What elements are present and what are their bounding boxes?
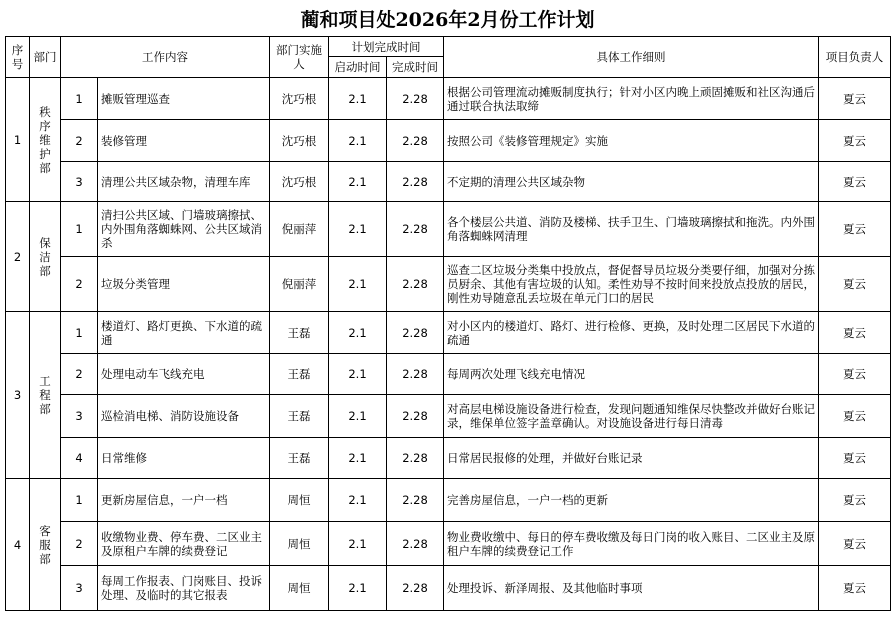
work-content: 摊贩管理巡查 xyxy=(98,78,270,120)
table-row xyxy=(6,162,891,202)
work-content: 收缴物业费、停车费、二区业主及原租户车牌的续费登记 xyxy=(98,522,270,566)
row-no: 1 xyxy=(61,202,98,257)
work-detail: 物业费收缴中、每日的停车费收缴及每日门岗的收入账目、二区业主及原租户车牌的续费登记工作 xyxy=(444,522,819,566)
work-plan-table xyxy=(5,36,891,611)
dept-name: 工 程 部 xyxy=(30,312,61,479)
work-content: 更新房屋信息，一户一档 xyxy=(98,479,270,522)
start-time: 2.1 xyxy=(329,202,387,257)
work-detail: 完善房屋信息，一户一档的更新 xyxy=(444,479,819,522)
work-content: 清扫公共区域、门墙玻璃擦拭、内外围角落蜘蛛网、公共区域消杀 xyxy=(98,202,270,257)
project-owner: 夏云 xyxy=(819,120,891,162)
work-detail: 对高层电梯设施设备进行检查，发现问题通知维保尽快整改并做好台账记录，维保单位签字盖章确认。对设施设备进行每日清毒 xyxy=(444,395,819,438)
start-time: 2.1 xyxy=(329,438,387,479)
implementer: 王磊 xyxy=(270,354,329,395)
header-owner: 项目负责人 xyxy=(819,37,891,78)
project-owner: 夏云 xyxy=(819,438,891,479)
work-content: 日常维修 xyxy=(98,438,270,479)
dept-seq: 4 xyxy=(6,479,30,611)
finish-time: 2.28 xyxy=(387,202,444,257)
header-finish: 完成时间 xyxy=(387,57,444,78)
finish-time: 2.28 xyxy=(387,78,444,120)
work-detail: 不定期的清理公共区域杂物 xyxy=(444,162,819,202)
dept-seq: 1 xyxy=(6,78,30,202)
finish-time: 2.28 xyxy=(387,354,444,395)
row-no: 4 xyxy=(61,438,98,479)
work-content: 巡检消电梯、消防设施设备 xyxy=(98,395,270,438)
project-owner: 夏云 xyxy=(819,312,891,354)
implementer: 周恒 xyxy=(270,522,329,566)
table-body xyxy=(6,37,891,611)
header-seq: 序号 xyxy=(6,37,30,78)
project-owner: 夏云 xyxy=(819,202,891,257)
row-no: 1 xyxy=(61,479,98,522)
header-detail: 具体工作细则 xyxy=(444,37,819,78)
project-owner: 夏云 xyxy=(819,566,891,611)
work-detail: 按照公司《装修管理规定》实施 xyxy=(444,120,819,162)
project-owner: 夏云 xyxy=(819,78,891,120)
dept-seq: 2 xyxy=(6,202,30,312)
work-content: 清理公共区域杂物，清理车库 xyxy=(98,162,270,202)
table-row xyxy=(6,120,891,162)
header-start: 启动时间 xyxy=(329,57,387,78)
header-plan-time: 计划完成时间 xyxy=(329,37,444,57)
dept-name: 秩 序 维 护 部 xyxy=(30,78,61,202)
start-time: 2.1 xyxy=(329,162,387,202)
implementer: 王磊 xyxy=(270,395,329,438)
finish-time: 2.28 xyxy=(387,566,444,611)
work-detail: 根据公司管理流动摊贩制度执行；针对小区内晚上顽固摊贩和社区沟通后通过联合执法取缔 xyxy=(444,78,819,120)
work-content: 装修管理 xyxy=(98,120,270,162)
project-owner: 夏云 xyxy=(819,522,891,566)
row-no: 1 xyxy=(61,78,98,120)
start-time: 2.1 xyxy=(329,354,387,395)
implementer: 王磊 xyxy=(270,438,329,479)
row-no: 3 xyxy=(61,566,98,611)
start-time: 2.1 xyxy=(329,479,387,522)
implementer: 沈巧根 xyxy=(270,120,329,162)
header-dept: 部门 xyxy=(30,37,61,78)
implementer: 倪丽萍 xyxy=(270,257,329,312)
work-detail: 对小区内的楼道灯、路灯、进行检修、更换，及时处理二区居民下水道的疏通 xyxy=(444,312,819,354)
row-no: 3 xyxy=(61,395,98,438)
table-row xyxy=(6,395,891,438)
page-title: 蔺和项目处2026年2月份工作计划 xyxy=(300,9,595,31)
finish-time: 2.28 xyxy=(387,522,444,566)
project-owner: 夏云 xyxy=(819,162,891,202)
row-no: 2 xyxy=(61,522,98,566)
implementer: 沈巧根 xyxy=(270,162,329,202)
implementer: 倪丽萍 xyxy=(270,202,329,257)
project-owner: 夏云 xyxy=(819,257,891,312)
implementer: 周恒 xyxy=(270,566,329,611)
project-owner: 夏云 xyxy=(819,395,891,438)
project-owner: 夏云 xyxy=(819,479,891,522)
finish-time: 2.28 xyxy=(387,120,444,162)
table-row xyxy=(6,257,891,312)
table-row xyxy=(6,522,891,566)
header-content: 工作内容 xyxy=(61,37,270,78)
implementer: 沈巧根 xyxy=(270,78,329,120)
finish-time: 2.28 xyxy=(387,479,444,522)
start-time: 2.1 xyxy=(329,78,387,120)
work-content: 楼道灯、路灯更换、下水道的疏通 xyxy=(98,312,270,354)
table-row xyxy=(6,479,891,522)
finish-time: 2.28 xyxy=(387,438,444,479)
dept-seq: 3 xyxy=(6,312,30,479)
table-row xyxy=(6,438,891,479)
work-detail: 巡查二区垃圾分类集中投放点，督促督导员垃圾分类要仔细，加强对分拣员厨余、其他有害垃圾的认知。柔性劝导不按时间来投放点投放的居民，刚性劝导随意乱丢垃圾在单元门口的居民 xyxy=(444,257,819,312)
work-content: 垃圾分类管理 xyxy=(98,257,270,312)
start-time: 2.1 xyxy=(329,257,387,312)
implementer: 周恒 xyxy=(270,479,329,522)
start-time: 2.1 xyxy=(329,312,387,354)
work-content: 处理电动车飞线充电 xyxy=(98,354,270,395)
work-detail: 日常居民报修的处理，并做好台账记录 xyxy=(444,438,819,479)
row-no: 3 xyxy=(61,162,98,202)
row-no: 2 xyxy=(61,120,98,162)
finish-time: 2.28 xyxy=(387,257,444,312)
work-detail: 处理投诉、新泽周报、及其他临时事项 xyxy=(444,566,819,611)
start-time: 2.1 xyxy=(329,395,387,438)
implementer: 王磊 xyxy=(270,312,329,354)
header-implementer: 部门实施人 xyxy=(270,37,329,78)
start-time: 2.1 xyxy=(329,120,387,162)
work-detail: 各个楼层公共道、消防及楼梯、扶手卫生、门墙玻璃擦拭和拖洗。内外围角落蜘蛛网清理 xyxy=(444,202,819,257)
project-owner: 夏云 xyxy=(819,354,891,395)
start-time: 2.1 xyxy=(329,522,387,566)
finish-time: 2.28 xyxy=(387,162,444,202)
row-no: 2 xyxy=(61,257,98,312)
row-no: 2 xyxy=(61,354,98,395)
start-time: 2.1 xyxy=(329,566,387,611)
finish-time: 2.28 xyxy=(387,395,444,438)
work-detail: 每周两次处理飞线充电情况 xyxy=(444,354,819,395)
header-row xyxy=(6,37,891,57)
table-row xyxy=(6,566,891,611)
table-row xyxy=(6,312,891,354)
table-row xyxy=(6,354,891,395)
dept-name: 客 服 部 xyxy=(30,479,61,611)
row-no: 1 xyxy=(61,312,98,354)
dept-name: 保 洁 部 xyxy=(30,202,61,312)
table-row xyxy=(6,202,891,257)
finish-time: 2.28 xyxy=(387,312,444,354)
work-content: 每周工作报表、门岗账目、投诉处理、及临时的其它报表 xyxy=(98,566,270,611)
table-row xyxy=(6,78,891,120)
